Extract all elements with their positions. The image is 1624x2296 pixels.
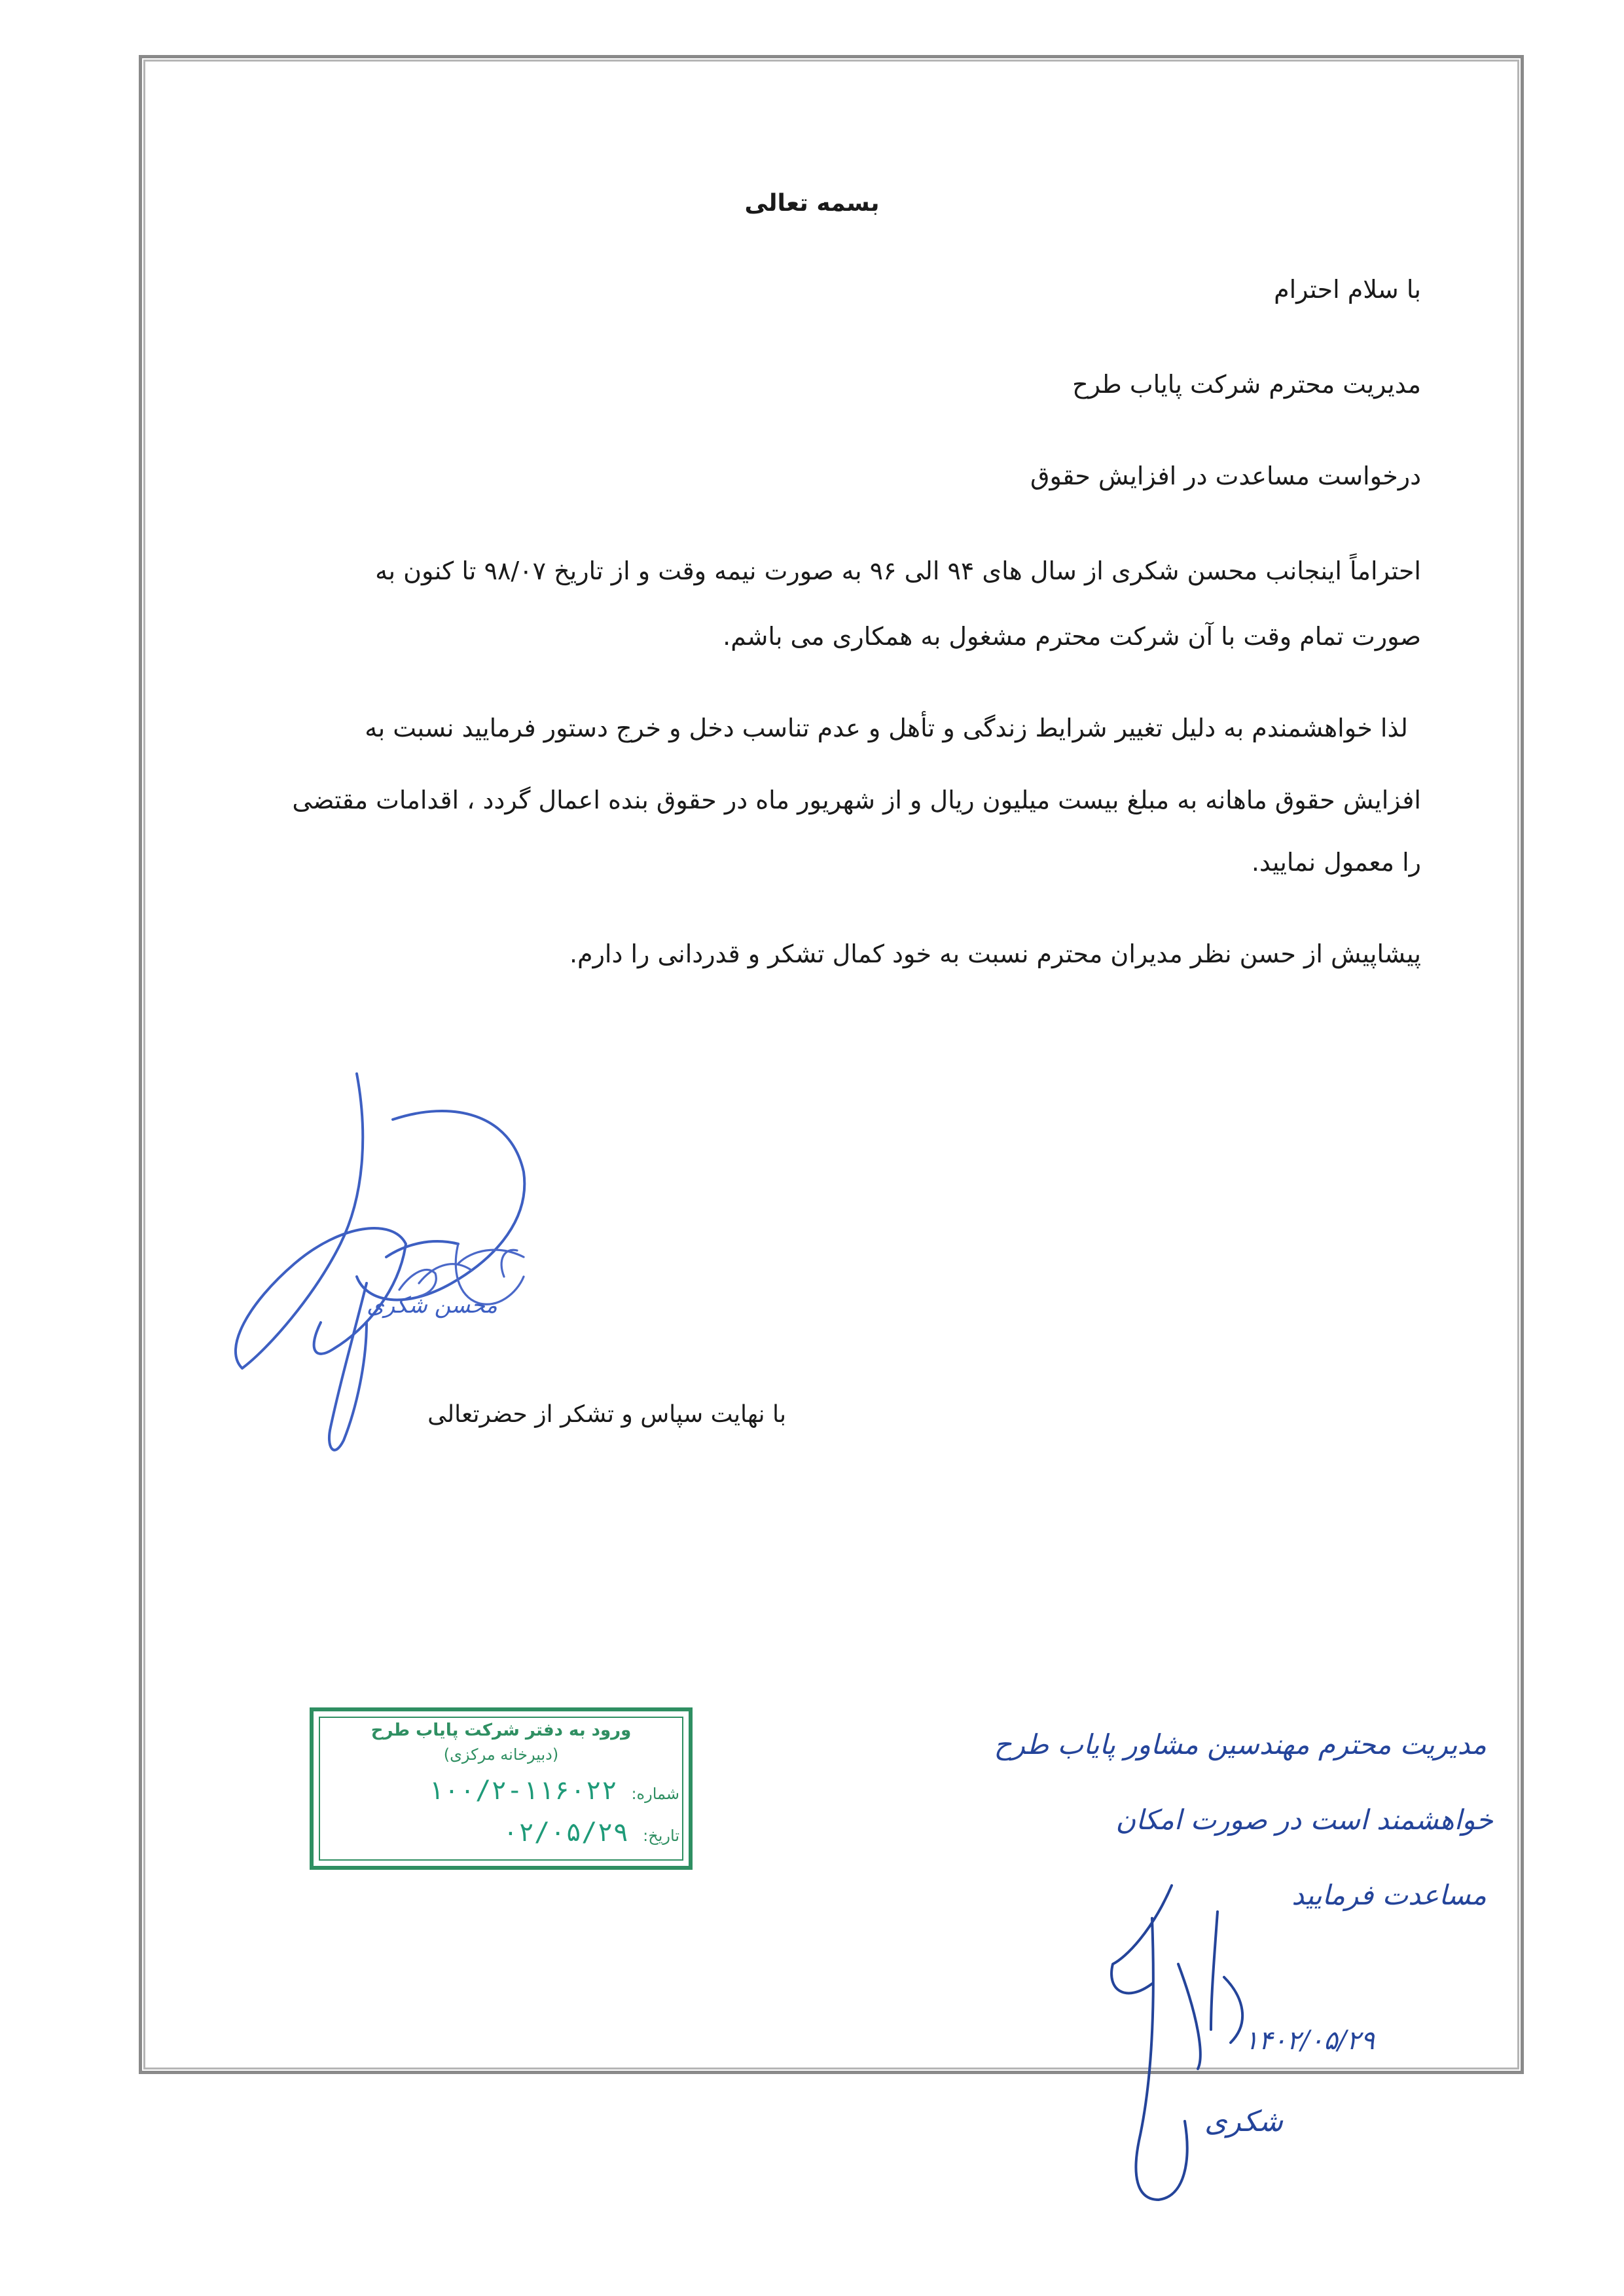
stamp-title: ورود به دفتر شرکت پایاب طرح (370, 1721, 632, 1740)
paragraph-2-line-3: را معمول نمایید. (1251, 848, 1421, 877)
note-line-2: خواهشمند است در صورت امکان (1115, 1804, 1493, 1836)
paragraph-2-line-2: افزایش حقوق ماهانه به مبلغ بیست میلیون ریال و از شهریور ماه در حقوق بنده اعمال گردد ، اقدامات مقتضی (292, 786, 1421, 814)
letter-recipient: مدیریت محترم شرکت پایاب طرح (1072, 370, 1421, 399)
stamp-date-label: تاریخ: (643, 1827, 679, 1845)
paragraph-1-line-1: احتراماً اینجانب محسن شکری از سال های ۹۴ الی ۹۶ به صورت نیمه وقت و از تاریخ ۹۸/۰۷ تا کنون به (375, 556, 1421, 585)
letter-greeting: با سلام احترام (1274, 275, 1421, 304)
note-date: ۱۴۰۲/۰۵/۲۹ (1244, 2026, 1375, 2056)
stamp-date-value: ۰۲/۰۵/۲۹ (502, 1817, 629, 1848)
note-signer-name: شکری (1204, 2105, 1283, 2138)
paragraph-2-line-1: لذا خواهشمندم به دلیل تغییر شرایط زندگی و تأهل و عدم تناسب دخل و خرج دستور فرمایید نسبت به (365, 714, 1408, 742)
letter-heading: بسمه تعالی (744, 190, 880, 217)
stamp-subtitle: (دبیرخانه مرکزی) (443, 1745, 559, 1764)
note-line-3: مساعدت فرمایید (1291, 1879, 1487, 1911)
letter-subject: درخواست مساعدت در افزایش حقوق (1030, 462, 1421, 490)
stamp-number-value: ۱۰۰/۲-۱۱۶۰۲۲ (427, 1776, 617, 1806)
paragraph-1-line-2: صورت تمام وقت با آن شرکت محترم مشغول به همکاری می باشم. (723, 622, 1421, 651)
signature-name: محسن شکری (367, 1292, 497, 1319)
letter-closing: با نهایت سپاس و تشکر از حضرتعالی (427, 1401, 786, 1428)
stamp-number-label: شماره: (631, 1785, 679, 1803)
note-line-1: مدیریت محترم مهندسین مشاور پایاب طرح (994, 1728, 1487, 1760)
paragraph-3: پیشاپیش از حسن نظر مدیران محترم نسبت به خود کمال تشکر و قدردانی را دارم. (569, 939, 1421, 968)
